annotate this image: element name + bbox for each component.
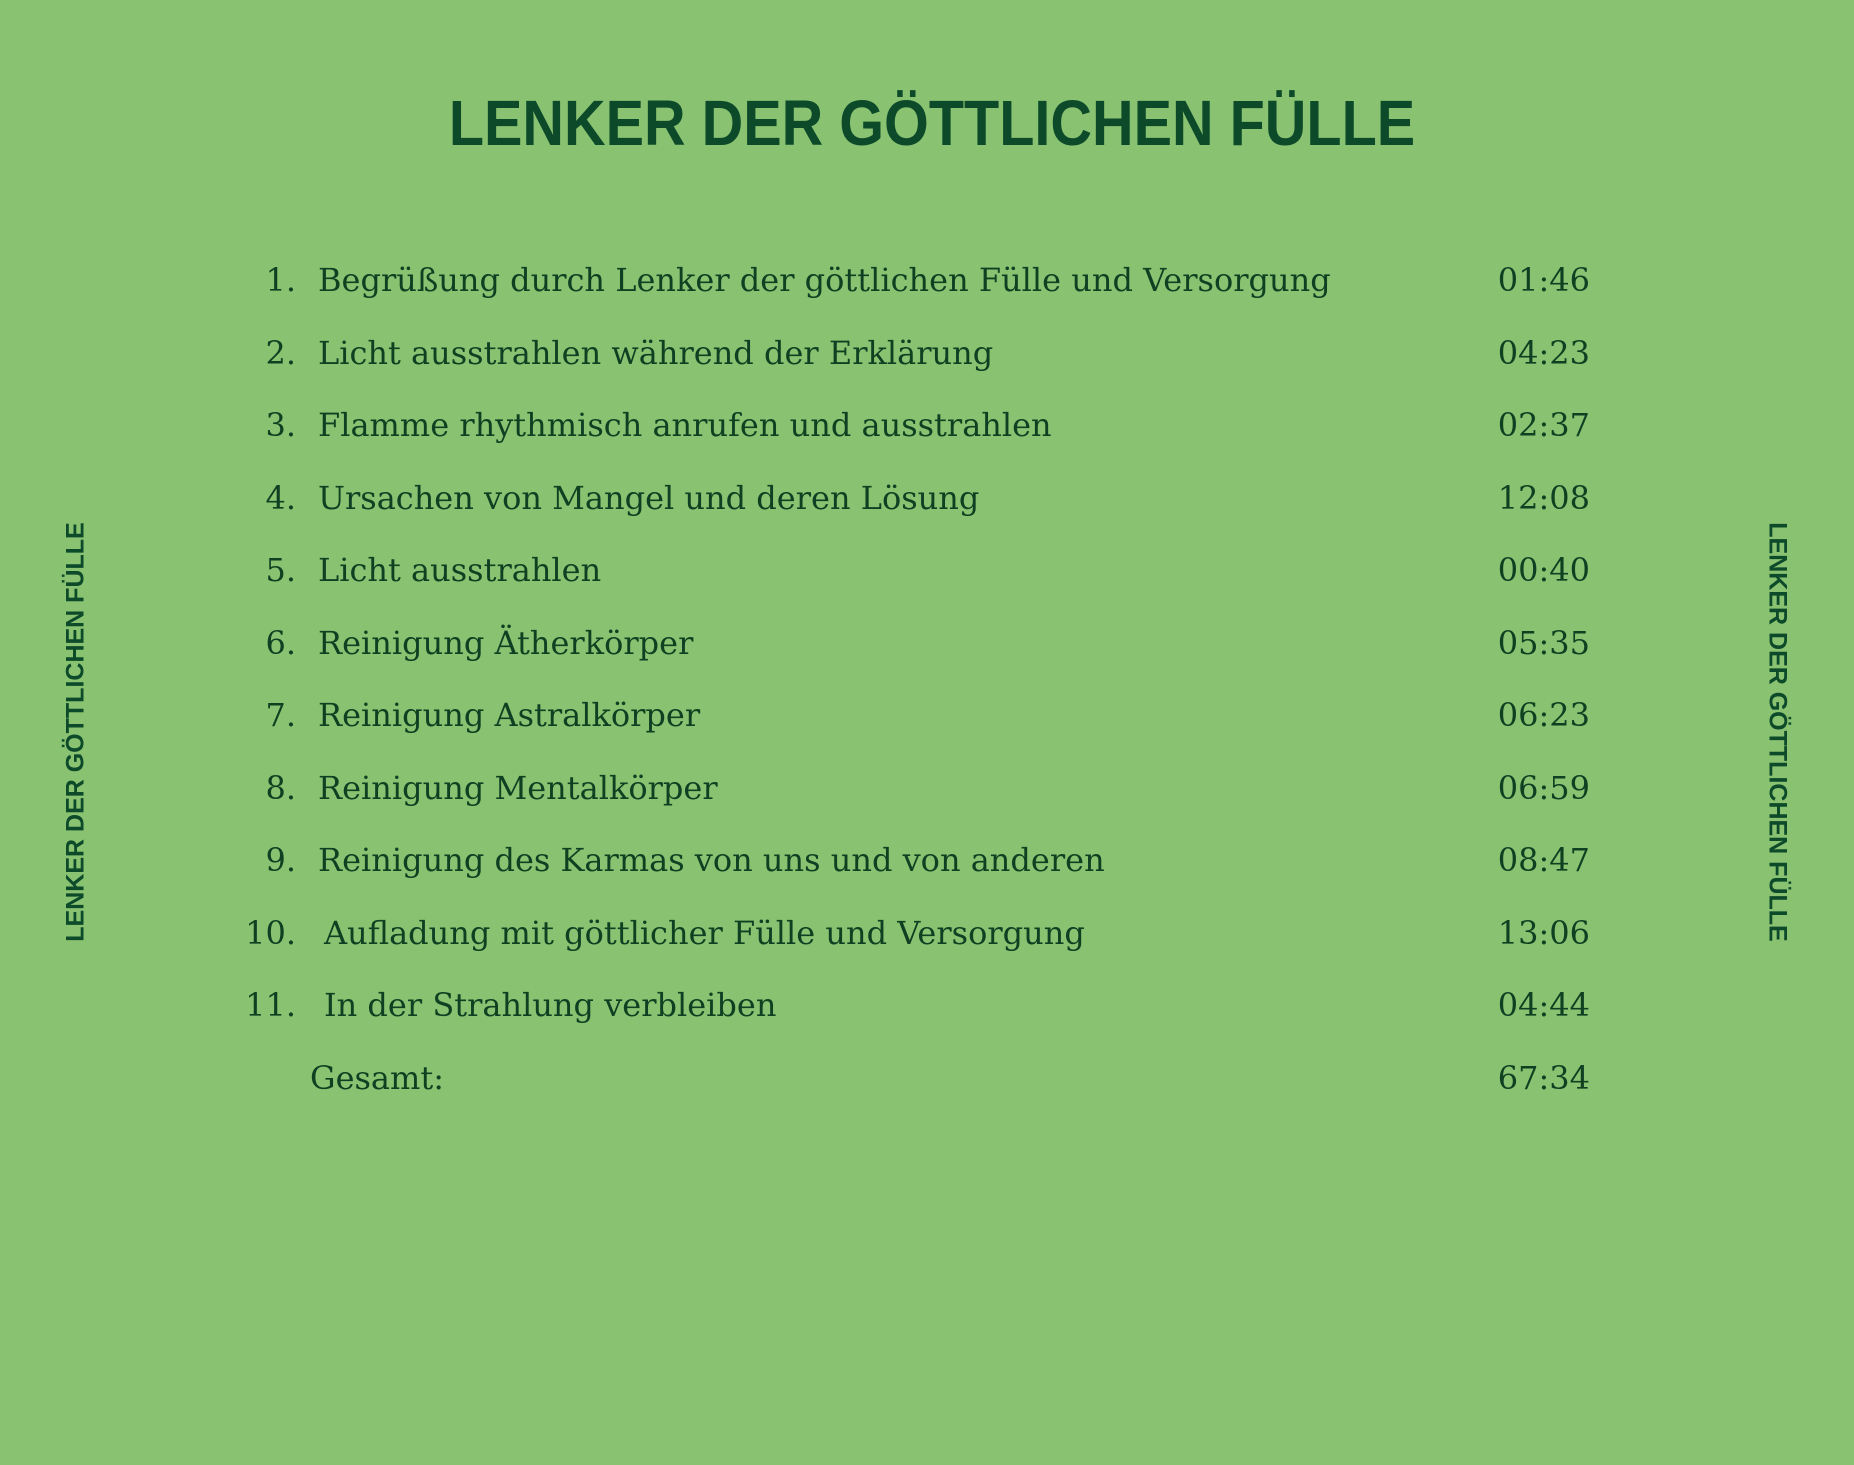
track-row bbox=[240, 615, 1590, 688]
track-number: 8. bbox=[265, 768, 296, 807]
track-number: 5. bbox=[265, 551, 296, 589]
track-title: Flamme rhythmisch anrufen und ausstrahlen bbox=[318, 406, 1052, 444]
track-number: 6. bbox=[265, 623, 296, 662]
track-title: Licht ausstrahlen bbox=[318, 551, 602, 589]
track-title: Ursachen von Mangel und deren Lösung bbox=[318, 478, 980, 517]
track-title: Reinigung Astralkörper bbox=[318, 696, 701, 734]
track-title: Begrüßung durch Lenker der göttlichen Fülle und Versorgung bbox=[318, 261, 1331, 299]
track-row bbox=[240, 687, 1590, 760]
track-duration: 04:44 bbox=[1497, 986, 1590, 1024]
track-title: Aufladung mit göttlicher Fülle und Versorgung bbox=[324, 913, 1085, 952]
track-duration: 06:23 bbox=[1497, 696, 1590, 734]
track-row bbox=[240, 325, 1590, 398]
track-title: Licht ausstrahlen während der Erklärung bbox=[318, 333, 994, 372]
track-row bbox=[240, 542, 1590, 615]
track-duration: 12:08 bbox=[1497, 478, 1590, 517]
track-title: In der Strahlung verbleiben bbox=[324, 986, 777, 1024]
track-number: 10. bbox=[245, 913, 296, 952]
track-list bbox=[240, 252, 1590, 1122]
track-title: Reinigung Ätherkörper bbox=[318, 623, 694, 662]
track-number: 2. bbox=[265, 333, 296, 372]
track-row bbox=[240, 760, 1590, 833]
track-number: 7. bbox=[265, 696, 296, 734]
track-row bbox=[240, 397, 1590, 470]
track-row bbox=[240, 252, 1590, 325]
track-duration: 13:06 bbox=[1497, 913, 1590, 952]
total-duration: 67:34 bbox=[1497, 1058, 1590, 1097]
track-row bbox=[240, 470, 1590, 543]
track-title: Reinigung des Karmas von uns und von anderen bbox=[318, 841, 1105, 879]
track-duration: 06:59 bbox=[1497, 768, 1590, 807]
spine-text-left: LENKER DER GÖTTLICHEN FÜLLE bbox=[61, 522, 90, 942]
total-row bbox=[240, 1050, 1590, 1123]
track-duration: 05:35 bbox=[1497, 623, 1590, 662]
track-row bbox=[240, 977, 1590, 1050]
track-number: 4. bbox=[265, 478, 296, 517]
track-duration: 08:47 bbox=[1497, 841, 1590, 879]
track-duration: 01:46 bbox=[1497, 261, 1590, 299]
track-row bbox=[240, 832, 1590, 905]
track-number: 3. bbox=[265, 406, 296, 444]
page-title: LENKER DER GÖTTLICHEN FÜLLE bbox=[448, 87, 1416, 159]
track-duration: 02:37 bbox=[1497, 406, 1590, 444]
track-number: 9. bbox=[265, 841, 296, 879]
track-duration: 04:23 bbox=[1497, 333, 1590, 372]
track-duration: 00:40 bbox=[1497, 551, 1590, 589]
track-number: 11. bbox=[245, 986, 296, 1024]
total-label: Gesamt: bbox=[310, 1058, 444, 1097]
track-title: Reinigung Mentalkörper bbox=[318, 768, 718, 807]
spine-text-right: LENKER DER GÖTTLICHEN FÜLLE bbox=[1763, 522, 1792, 942]
track-row bbox=[240, 905, 1590, 978]
track-number: 1. bbox=[265, 261, 296, 299]
